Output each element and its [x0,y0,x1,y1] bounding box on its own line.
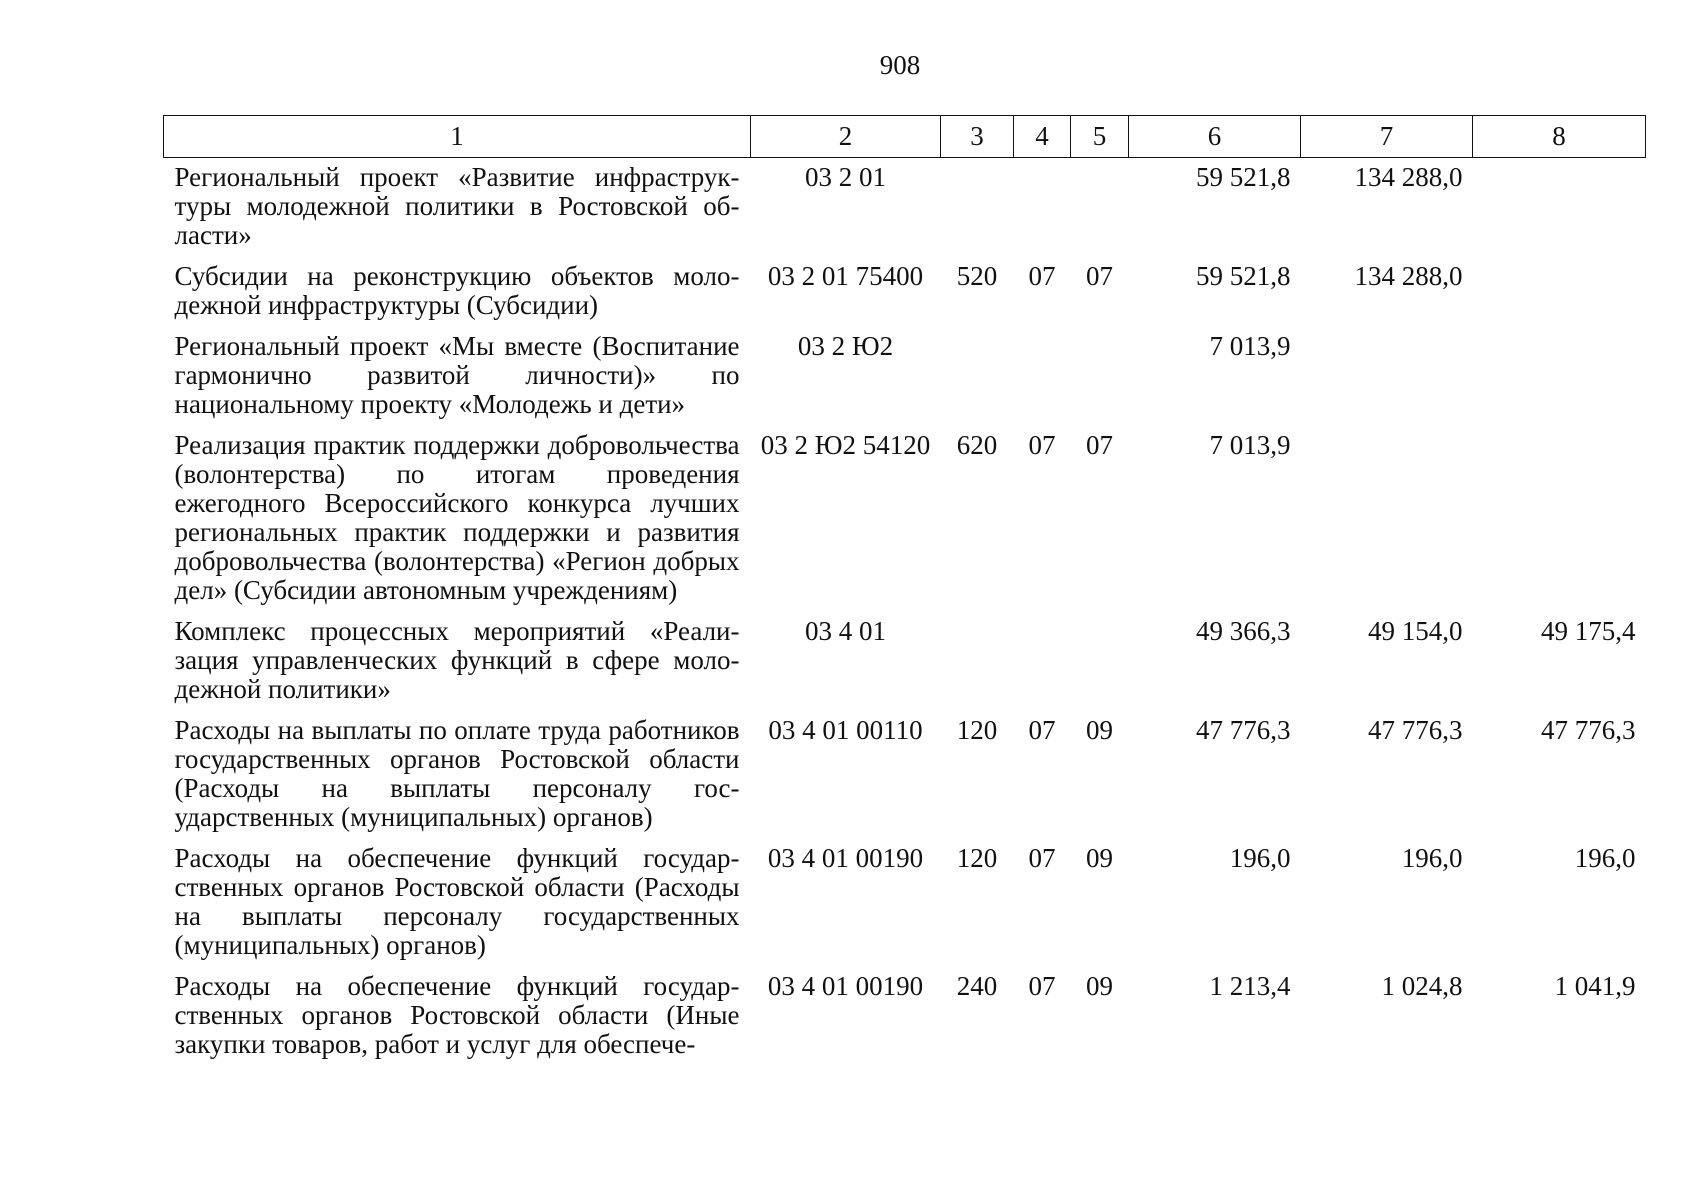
amount-col8-cell: 49 175,4 [1541,616,1636,646]
table-row [164,711,1646,839]
expense-type-cell: 120 [956,715,998,745]
row-name-cell: Региональный проект «Мы вместе (Воспитание гармонично развитой личности)» по национальному проекту «Молодежь и дети» [174,331,740,419]
table-row [164,839,1646,967]
amount-col6-cell: 1 213,4 [1209,971,1291,1001]
subsection-cell: 09 [1086,843,1113,873]
amount-col7-cell [1301,327,1473,426]
table-row [164,327,1646,426]
amount-col6-cell: 59 521,8 [1196,162,1291,192]
amount-col8-cell: 47 776,3 [1541,715,1636,745]
target-article-cell: 03 2 Ю2 [797,331,894,361]
amount-col7-cell: 47 776,3 [1368,715,1463,745]
table-row [164,967,1646,1066]
row-name-cell: Расходы на выплаты по оплате труда работников государственных органов Ростовской области (Расходы на выплаты персоналу государственных (муниципальных) органов) [174,715,740,832]
page-number: 908 [879,50,921,80]
column-header-5: 5 [1071,116,1129,158]
expense-type-cell [941,158,1014,258]
column-header-6: 6 [1129,116,1301,158]
row-name-cell: Субсидии на реконструкцию объектов молодежной инфраструктуры (Субсидии) [174,261,740,320]
row-name-cell: Комплекс процессных мероприятий «Реализация управленческих функций в сфере молодежной политики» [174,616,740,704]
section-cell: 07 [1028,261,1056,291]
table-row [164,158,1646,258]
table-row [164,426,1646,612]
subsection-cell [1071,612,1129,711]
section-cell [1014,327,1071,426]
section-cell: 07 [1028,971,1056,1001]
column-header-2: 2 [751,116,941,158]
column-header-8: 8 [1473,116,1646,158]
target-article-cell: 03 4 01 [805,616,886,646]
target-article-cell: 03 2 Ю2 54120 [760,430,931,460]
section-cell: 07 [1028,715,1056,745]
row-name-cell: Реализация практик поддержки добровольчества (волонтерства) по итогам проведения ежегодного Всероссийского конкурса лучших региональных практик поддержки и развития добровольчества (волонтерства) «Регион добрых дел» (Субсидии автономным учреждениям) [174,430,740,605]
column-header-7: 7 [1301,116,1473,158]
amount-col6-cell: 49 366,3 [1196,616,1291,646]
budget-table [163,115,1646,1066]
amount-col8-cell: 196,0 [1574,843,1636,873]
target-article-cell: 03 4 01 00190 [767,971,924,1001]
amount-col8-cell [1473,327,1646,426]
subsection-cell: 07 [1086,430,1113,460]
amount-col7-cell: 134 288,0 [1354,261,1463,291]
amount-col7-cell [1301,426,1473,612]
row-name-cell: Расходы на обеспечение функций государственных органов Ростовской области (Расходы на выплаты персоналу государственных (муниципальных) органов) [174,843,740,960]
expense-type-cell: 240 [956,971,998,1001]
row-name-cell: Региональный проект «Развитие инфраструктуры молодежной политики в Ростовской области» [174,162,740,250]
subsection-cell [1071,158,1129,258]
subsection-cell: 09 [1086,971,1113,1001]
amount-col7-cell: 1 024,8 [1381,971,1463,1001]
table-header-row [164,116,1646,158]
amount-col8-cell [1473,158,1646,258]
subsection-cell: 07 [1086,261,1113,291]
amount-col7-cell: 196,0 [1401,843,1463,873]
table-row [164,612,1646,711]
target-article-cell: 03 4 01 00110 [768,715,923,745]
amount-col8-cell: 1 041,9 [1554,971,1636,1001]
section-cell: 07 [1028,843,1056,873]
target-article-cell: 03 2 01 75400 [767,261,924,291]
table-row [164,257,1646,327]
amount-col6-cell: 47 776,3 [1196,715,1291,745]
amount-col6-cell: 7 013,9 [1209,430,1291,460]
column-header-3: 3 [941,116,1014,158]
expense-type-cell [941,327,1014,426]
column-header-4: 4 [1014,116,1071,158]
amount-col8-cell [1473,257,1646,327]
section-cell [1014,158,1071,258]
section-cell: 07 [1028,430,1056,460]
subsection-cell: 09 [1086,715,1113,745]
target-article-cell: 03 4 01 00190 [767,843,924,873]
subsection-cell [1071,327,1129,426]
amount-col7-cell: 49 154,0 [1368,616,1463,646]
amount-col7-cell: 134 288,0 [1354,162,1463,192]
amount-col6-cell: 59 521,8 [1196,261,1291,291]
amount-col6-cell: 196,0 [1229,843,1291,873]
section-cell [1014,612,1071,711]
target-article-cell: 03 2 01 [805,162,886,192]
expense-type-cell: 120 [956,843,998,873]
column-header-1: 1 [164,116,751,158]
amount-col8-cell [1473,426,1646,612]
expense-type-cell [941,612,1014,711]
expense-type-cell: 620 [956,430,998,460]
amount-col6-cell: 7 013,9 [1209,331,1291,361]
row-name-cell: Расходы на обеспечение функций государственных органов Ростовской области (Иные закупки товаров, работ и услуг для обеспече- [174,971,740,1059]
expense-type-cell: 520 [956,261,998,291]
